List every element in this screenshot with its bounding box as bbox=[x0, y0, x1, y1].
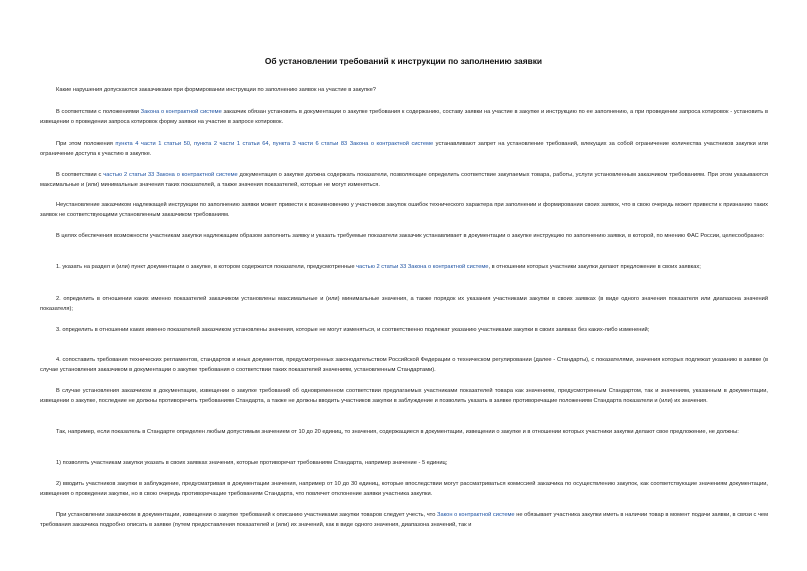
paragraph-text: не обязывает участника закупки иметь в наличии товар в момент подачи заявки, в связи с чем требования заказчика подробно описать в заявке (путем предоставления показателей и (или) их значений, как в виде одного значения, диапазона значений, так и bbox=[40, 512, 768, 529]
paragraph-goods-description bbox=[40, 510, 768, 531]
paragraph-text: Неустановление заказчиком надлежащей инструкции по заполнению заявки может привести к возникновению у участников закупок ошибок технического характера при заполнении и формировании своих заявок, что в свою очередь может привести к признанию таких заявок не соответствующими установленным заказчиком требованиям. bbox=[40, 202, 768, 219]
paragraph-example bbox=[40, 427, 768, 437]
law-reference-link[interactable]: Закон о контрактной системе bbox=[437, 512, 515, 518]
paragraph-text: В целях обеспечения возможности участникам закупки надлежащим образом заполнить заявку и указать требуемые показатели заказчик устанавливает в документации о закупке инструкцию по заполнению заявки, в которой, по мнению ФАС России, целесообразно: bbox=[56, 233, 765, 239]
paragraph-text: В соответствии с положениями bbox=[56, 109, 141, 115]
paragraph-text: устанавливают запрет на установление требований, влекущих за собой ограничение количества участников закупки или ограничение доступа к участию в закупке. bbox=[40, 141, 768, 158]
law-reference-link[interactable]: частью 2 статьи 33 Закона о контрактной системе bbox=[103, 172, 238, 178]
paragraph-text: Так, например, если показатель в Стандарте определен любым допустимым значением от 10 до 20 единиц, то значения, содержащиеся в документации, извещении о закупке и в отношении которых участники закупки делают свое предложение, не должны: bbox=[56, 429, 739, 435]
document-title: Об установлении требований к инструкции по заполнению заявки bbox=[264, 56, 543, 66]
law-reference-link[interactable]: пункта 3 части 6 статьи 83 Закона о контрактной системе bbox=[272, 141, 434, 147]
paragraph-text: заказчик обязан установить в документации о закупке требования к содержанию, составу заявки на участие в закупке и инструкцию по ее заполнению, а при проведении запроса котировок - установить в извещении о проведении запроса котировок форму заявки на участие в запросе котировок. bbox=[40, 109, 768, 126]
paragraph-intro-question bbox=[40, 85, 768, 95]
paragraph-text: При установлении заказчиком в документации, извещении о закупке требований к описанию участниками закупки товаров следует учесть, что bbox=[56, 512, 438, 518]
paragraph-text: , bbox=[268, 141, 273, 147]
law-reference-link[interactable]: пункта 2 части 1 статьи 64 bbox=[194, 141, 269, 147]
paragraph-customer-obligation bbox=[40, 107, 768, 128]
paragraph-text: 4. сопоставить требования технических регламентов, стандартов и иных документов, предусмотренных законодательством Российской Федерации о техническом регулировании (далее - Стандарты), с показателями, значения которых подлежат указанию в заявке (в случае установления заказчиком в документации о закупке требования о соответствии таких показателей значениям, установленным Стандартами). bbox=[40, 357, 768, 374]
law-reference-link[interactable]: пункта 4 части 1 статьи 50 bbox=[115, 141, 190, 147]
paragraph-text: 2) вводить участников закупки в заблуждение, предусматривая в документации значения, например от 10 до 30 единиц, которые впоследствии могут рассматриваться комиссией заказчика по осуществлению закупок, как соответствующие значениям документации, извещения о проведении закупки, но в свою очередь противоречащие требованиям Стандарта, что повлечет отклонение заявки участника закупки. bbox=[40, 481, 768, 498]
paragraph-text: В соответствии с bbox=[56, 172, 104, 178]
paragraph-text: В случае установления заказчиком в документации, извещении о закупке требований об одновременном соответствии предлагаемых участниками показателей товара как значениям, предусмотренным Стандартом, так и значениям, указанным в документации, извещении о закупке, последние не должны противоречить требованиям Стандарта, а также не должны вводить участников закупки в заблуждение и позволить указать в заявке противоречащие положениям Стандарта показатели и (или) их значения. bbox=[40, 388, 768, 405]
paragraph-item-2 bbox=[40, 294, 768, 315]
paragraph-text: При этом положения bbox=[56, 141, 116, 147]
paragraph-text: Какие нарушения допускаются заказчиками при формировании инструкции по заполнению заявок на участие в закупке? bbox=[56, 87, 376, 93]
law-reference-link[interactable]: Закона о контрактной системе bbox=[140, 109, 222, 115]
law-reference-link[interactable]: частью 2 статьи 33 Закона о контрактной системе bbox=[356, 264, 489, 270]
paragraph-text: 3. определить в отношении каких именно показателей заказчиком установлены значения, которые не могут изменяться, и соответственно подлежат указанию участниками закупки в своих заявках без каких-либо изменений; bbox=[56, 327, 650, 333]
paragraph-indicators-requirement bbox=[40, 170, 768, 191]
paragraph-fas-recommendation bbox=[40, 231, 768, 241]
paragraph-text: документация о закупке должна содержать показатели, позволяющие определить соответствие закупаемых товара, работы, услуги установленным заказчиком требованиям. При этом указываются максимальные и (или) минимальные значения таких показателей, а также значения показателей, которые не могут изменяться. bbox=[40, 172, 768, 189]
paragraph-item-3 bbox=[40, 325, 768, 335]
paragraph-text: , bbox=[189, 141, 195, 147]
paragraph-text: 1. указать на раздел и (или) пункт документации о закупке, в котором содержатся показатели, предусмотренные bbox=[56, 264, 357, 270]
paragraph-text: 2. определить в отношении каких именно показателей заказчиком установлены максимальные и (или) минимальные значения, а также порядок их указания участниками закупки в своих заявках (в виде одного значения показателя или диапазона значений показателя); bbox=[40, 296, 768, 313]
paragraph-item-4 bbox=[40, 355, 768, 376]
paragraph-text: 1) позволять участникам закупки указать в своих заявках значения, которые противоречат требованиям Стандарта, например значение - 5 единиц; bbox=[56, 460, 448, 466]
paragraph-text: , в отношении которых участники закупки делают предложение в своих заявках; bbox=[488, 264, 701, 270]
paragraph-restriction-ban bbox=[40, 139, 768, 160]
paragraph-standard-conformity bbox=[40, 386, 768, 407]
paragraph-example-item-2 bbox=[40, 479, 768, 500]
paragraph-example-item-1 bbox=[40, 458, 768, 468]
paragraph-improper-instruction bbox=[40, 200, 768, 221]
paragraph-item-1 bbox=[40, 262, 768, 272]
